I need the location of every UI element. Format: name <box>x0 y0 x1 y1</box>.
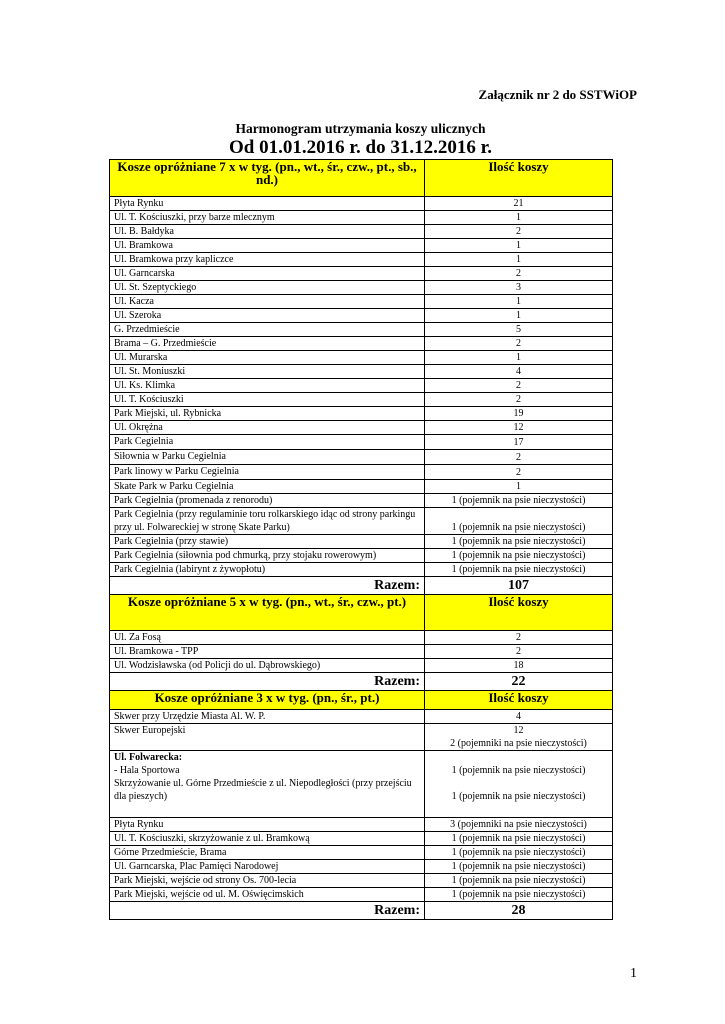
count-header: Ilość koszy <box>425 595 613 631</box>
section-3x-week <box>110 691 613 818</box>
place-cell: Brama – G. Przedmieście <box>110 337 425 351</box>
count-cell: 1 (pojemnik na psie nieczystości) <box>425 832 613 846</box>
count-cell: 21 <box>425 197 613 211</box>
document-title: Harmonogram utrzymania koszy ulicznych <box>235 121 486 136</box>
place-cell: Płyta Rynku <box>110 197 425 211</box>
count-cell: 1 <box>425 480 613 494</box>
table-row <box>110 379 613 393</box>
total-value: 28 <box>425 902 613 920</box>
total-value: 22 <box>425 673 613 691</box>
table-row <box>110 846 613 860</box>
count-cell: 1 (pojemnik na psie nieczystości) <box>425 874 613 888</box>
place-cell: Ul. T. Kościuszki <box>110 393 425 407</box>
table-row <box>110 563 613 577</box>
count-cell: 2 <box>425 225 613 239</box>
count-header: Ilość koszy <box>425 691 613 710</box>
table-row <box>110 239 613 253</box>
place-cell: Ul. Wodzisławska (od Policji do ul. Dąbrowskiego) <box>110 659 425 673</box>
count-cell: 2 <box>425 645 613 659</box>
count-cell: 2 <box>425 465 613 480</box>
count-cell: 4 <box>425 365 613 379</box>
place-cell: Siłownia w Parku Cegielnia <box>110 450 425 465</box>
count-cell: 1 (pojemnik na psie nieczystości) <box>425 846 613 860</box>
count-cell: 2 <box>425 450 613 465</box>
table-row <box>110 295 613 309</box>
table-row <box>110 450 613 465</box>
count-value: 12 <box>513 725 524 736</box>
place-cell: Górne Przedmieście, Brama <box>110 846 425 860</box>
count-cell: 1 (pojemnik na psie nieczystości) <box>425 860 613 874</box>
place-cell: Ul. T. Kościuszki, skrzyżowanie z ul. Bramkową <box>110 832 425 846</box>
section-3x-rows <box>110 818 613 920</box>
place-cell: Ul. Szeroka <box>110 309 425 323</box>
place-cell: Park Cegielnia (promenada z renorodu) <box>110 494 425 508</box>
place-cell: Ul. Ks. Klimka <box>110 379 425 393</box>
table-row <box>110 549 613 563</box>
table-row <box>110 351 613 365</box>
table-row <box>110 645 613 659</box>
table-row <box>110 323 613 337</box>
place-cell-folwarecka <box>110 751 425 818</box>
place-cell: Ul. Kacza <box>110 295 425 309</box>
count-cell: 5 <box>425 323 613 337</box>
schedule-table <box>109 159 613 920</box>
page-number: 1 <box>630 966 637 981</box>
count-cell: 2 <box>425 393 613 407</box>
table-row <box>110 494 613 508</box>
table-row <box>110 465 613 480</box>
place-cell: Płyta Rynku <box>110 818 425 832</box>
table-row <box>110 211 613 225</box>
table-row <box>110 818 613 832</box>
place-cell: Park Cegielnia <box>110 435 425 450</box>
count-cell: 3 (pojemniki na psie nieczystości) <box>425 818 613 832</box>
count-cell: 3 <box>425 281 613 295</box>
table-row <box>110 267 613 281</box>
table-row <box>110 421 613 435</box>
place-cell: Ul. St. Szeptyckiego <box>110 281 425 295</box>
annex-label: Załącznik nr 2 do SSTWiOP <box>478 87 637 102</box>
total-row <box>110 902 613 920</box>
table-row <box>110 365 613 379</box>
table-row <box>110 860 613 874</box>
count-cell: 1 (pojemnik na psie nieczystości) <box>425 549 613 563</box>
count-cell: 12 <box>425 421 613 435</box>
count-cell: 1 <box>425 351 613 365</box>
place-line: Skrzyżowanie ul. Górne Przedmieście z ul. Niepodległości (przy przejściu dla pieszych) <box>114 778 412 802</box>
section-header-7x: Kosze opróżniane 7 x w tyg. (pn., wt., śr., czw., pt., sb., nd.) <box>110 160 425 197</box>
place-cell: G. Przedmieście <box>110 323 425 337</box>
total-label: Razem: <box>110 902 425 920</box>
count-cell: 1 <box>425 239 613 253</box>
place-cell: Park Cegielnia (siłownia pod chmurką, przy stojaku rowerowym) <box>110 549 425 563</box>
table-row <box>110 407 613 421</box>
count-cell <box>425 751 613 818</box>
table-row <box>110 197 613 211</box>
total-row <box>110 577 613 595</box>
count-cell: 1 (pojemnik na psie nieczystości) <box>425 535 613 549</box>
count-cell: 2 <box>425 379 613 393</box>
document-period: Od 01.01.2016 r. do 31.12.2016 r. <box>228 137 493 158</box>
count-cell: 1 <box>425 295 613 309</box>
count-cell: 19 <box>425 407 613 421</box>
total-row <box>110 673 613 691</box>
place-cell: Park Cegielnia (przy stawie) <box>110 535 425 549</box>
place-cell: Park Miejski, ul. Rybnicka <box>110 407 425 421</box>
count-cell: 1 (pojemnik na psie nieczystości) <box>425 888 613 902</box>
place-cell: Park Miejski, wejście od ul. M. Oświęcimskich <box>110 888 425 902</box>
table-row <box>110 480 613 494</box>
count-cell: 1 <box>425 309 613 323</box>
place-cell: Skwer Europejski <box>110 724 425 751</box>
table-row <box>110 535 613 549</box>
count-cell: 2 <box>425 267 613 281</box>
count-cell: 2 <box>425 631 613 645</box>
table-row <box>110 888 613 902</box>
count-cell: 1 (pojemnik na psie nieczystości) <box>425 563 613 577</box>
place-cell: Ul. Za Fosą <box>110 631 425 645</box>
count-cell <box>425 724 613 751</box>
count-cell: 18 <box>425 659 613 673</box>
place-cell: Ul. Okrężna <box>110 421 425 435</box>
count-cell: 1 (pojemnik na psie nieczystości) <box>425 494 613 508</box>
table-row <box>110 874 613 888</box>
place-cell: Ul. Bramkowa przy kapliczce <box>110 253 425 267</box>
place-cell: Ul. Garncarska, Plac Pamięci Narodowej <box>110 860 425 874</box>
place-cell: Ul. Bramkowa <box>110 239 425 253</box>
place-cell: Ul. St. Moniuszki <box>110 365 425 379</box>
table-row <box>110 435 613 450</box>
total-label: Razem: <box>110 577 425 595</box>
count-value: 1 (pojemnik na psie nieczystości) <box>451 791 586 802</box>
count-value: 1 (pojemnik na psie nieczystości) <box>451 765 586 776</box>
table-row <box>110 659 613 673</box>
count-cell: 2 <box>425 337 613 351</box>
section-7x-week <box>110 160 613 595</box>
table-row <box>110 253 613 267</box>
section-5x-week <box>110 595 613 691</box>
total-value: 107 <box>425 577 613 595</box>
place-cell: Skate Park w Parku Cegielnia <box>110 480 425 494</box>
place-cell: Skwer przy Urzędzie Miasta Al. W. P. <box>110 710 425 724</box>
place-cell: Park Cegielnia (labirynt z żywopłotu) <box>110 563 425 577</box>
place-cell: Park Miejski, wejście od strony Os. 700-lecia <box>110 874 425 888</box>
place-line: - Hala Sportowa <box>114 765 180 776</box>
table-row <box>110 508 613 535</box>
place-cell: Ul. Bramkowa - TPP <box>110 645 425 659</box>
section-header-5x: Kosze opróżniane 5 x w tyg. (pn., wt., śr., czw., pt.) <box>110 595 425 631</box>
place-cell: Ul. T. Kościuszki, przy barze mlecznym <box>110 211 425 225</box>
total-label: Razem: <box>110 673 425 691</box>
count-cell: 17 <box>425 435 613 450</box>
table-row <box>110 281 613 295</box>
place-group-title: Ul. Folwarecka: <box>114 752 183 763</box>
count-cell: 1 <box>425 211 613 225</box>
count-cell: 4 <box>425 710 613 724</box>
table-row <box>110 393 613 407</box>
table-row <box>110 225 613 239</box>
count-cell: 1 <box>425 253 613 267</box>
place-cell: Park linowy w Parku Cegielnia <box>110 465 425 480</box>
count-cell: 1 (pojemnik na psie nieczystości) <box>425 508 613 535</box>
place-cell: Ul. B. Bałdyka <box>110 225 425 239</box>
place-cell: Ul. Garncarska <box>110 267 425 281</box>
count-value: 2 (pojemniki na psie nieczystości) <box>450 738 587 749</box>
place-cell: Park Cegielnia (przy regulaminie toru rolkarskiego idąc od strony parkingu przy ul. Folwareckiej w stronę Skate Parku) <box>110 508 425 535</box>
count-header: Ilość koszy <box>425 160 613 197</box>
section-header-3x: Kosze opróżniane 3 x w tyg. (pn., śr., pt.) <box>110 691 425 710</box>
table-row <box>110 309 613 323</box>
table-row <box>110 832 613 846</box>
table-row <box>110 631 613 645</box>
place-cell: Ul. Murarska <box>110 351 425 365</box>
table-row <box>110 337 613 351</box>
